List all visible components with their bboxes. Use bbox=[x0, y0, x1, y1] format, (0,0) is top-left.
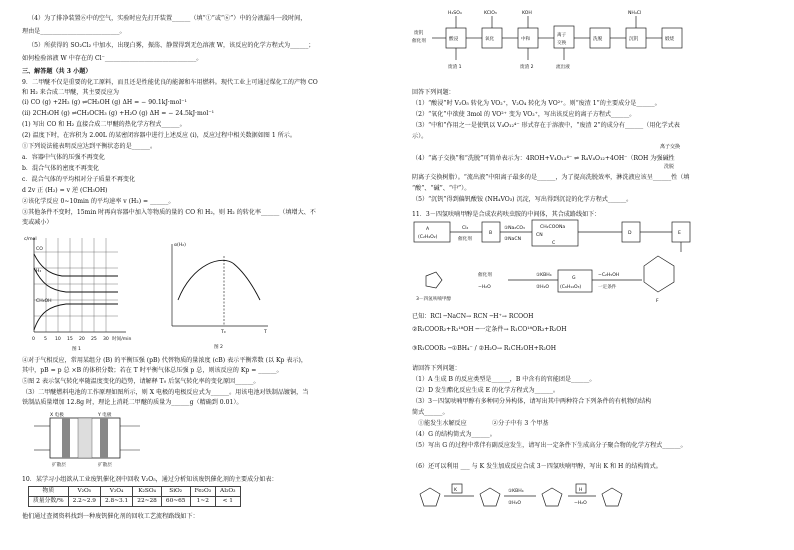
left-column bbox=[22, 0, 394, 550]
flow-reagent-kclo3: KClO₃ bbox=[484, 11, 497, 16]
table-header: Fe₂O₃ bbox=[190, 487, 216, 497]
sub-question-2c: ③其他条件不变时，15min 时再向容器中加入等物质的量的 CO 和 H₂，则 H₂ 的转化率______（填增大、不 bbox=[22, 209, 316, 216]
svg-text:15: 15 bbox=[67, 337, 73, 342]
q11-part-5: （5）写出 G 的过程中常伴有副反应发生，请写出一定条件下生成高分子聚合物的化学方程式______。 bbox=[412, 442, 687, 449]
flow-box-ion-exchange-1: 离子 bbox=[557, 33, 567, 38]
synth-C-line1: CH₂COONa bbox=[540, 225, 566, 230]
cell-label-diffusion-1: 扩散层 bbox=[52, 463, 66, 468]
q10-part-4: （4）“离子交换”和“洗脱”可简单表示为：4ROH+V₄O₁₂⁴⁻ ⇌ R₄V₄O₁₂+4OH⁻（ROH 为强碱性 bbox=[412, 155, 675, 162]
table-cell: 22~28 bbox=[133, 497, 162, 507]
flow-waste-2: 废渣 2 bbox=[520, 65, 534, 70]
section-heading: 三、解答题（共 3 小题） bbox=[22, 68, 92, 75]
sub-question-5: ⑤图 2 表示氢气转化率随温度变化的趋势，请解释 T₀ 后氢气转化率的变化原因______。 bbox=[22, 378, 260, 385]
svg-text:10: 10 bbox=[55, 337, 61, 342]
answer-prompt: 回答下列问题： bbox=[412, 89, 455, 96]
table-header: V₂O₅ bbox=[68, 487, 100, 497]
synth-F: F bbox=[656, 299, 659, 304]
synth-step1-bottom: 催化剂 bbox=[458, 237, 472, 242]
figure-2-caption: 图 2 bbox=[214, 345, 223, 350]
catalyst-composition-table bbox=[28, 486, 241, 507]
question-5-text: （5）所获得的 SO₂Cl₂ 中加水，出现白雾，振荡、静置得到无色溶液 W，该反应的化学方程式为______； bbox=[28, 42, 315, 49]
sub-question-2: (2) 温度下时，在容积为 2.00L 的某密闭容器中进行上述反应 (i)，反应过程中相关数据如图 1 所示。 bbox=[22, 132, 296, 139]
question-11-text: 11．3－四氢呋喃甲醇是合成农药呋虫胺的中间体，其合成路线如下： bbox=[412, 211, 601, 218]
flow-box-oxidize: 氧化 bbox=[485, 37, 495, 42]
part-6-H: H bbox=[579, 488, 583, 493]
table-cell: 2.2~2.9 bbox=[68, 497, 100, 507]
table-header: V₂O₄ bbox=[100, 487, 132, 497]
sub-question-1: (1) 写出 CO 和 H₂ 直接合成二甲醚的热化学方程式______。 bbox=[22, 121, 186, 128]
synth-C-line2: CN bbox=[536, 233, 543, 238]
table-header-row bbox=[29, 487, 241, 497]
flow-start-line2: 催化剂 bbox=[412, 39, 426, 44]
synth-E: E bbox=[678, 231, 681, 236]
option-c: c．混合气体的平均相对分子质量不再变化 bbox=[22, 176, 136, 183]
flow-box-ion-exchange-2: 交换 bbox=[557, 41, 567, 46]
synth-A-formula: (C₂H₄O₂) bbox=[418, 235, 438, 240]
reaction-2: (ii) 2CH₃OH (g) ⇌CH₃OCH₃ (g) +H₂O (g) ΔH = − 24.5kJ·mol⁻¹ bbox=[22, 110, 215, 117]
cell-label-diffusion-2: 扩散层 bbox=[98, 463, 112, 468]
synth-G-in-top: −C₂H₅OH bbox=[598, 273, 620, 278]
q10-part-4b: 阴离子交换树脂）。“流出液”中阳离子最多的是______，为了提高洗脱效率，淋洗液应该呈______性（填 bbox=[412, 174, 690, 181]
synth-C-label: C bbox=[552, 241, 556, 246]
synth-B: B bbox=[489, 231, 493, 236]
synth-P-bottom: −H₂O bbox=[478, 285, 491, 290]
sub-question-3b: 铁制品质量增加 12.8g 时，理论上消耗二甲醚的质量为______g（精确到 0.01）。 bbox=[22, 399, 243, 406]
synthesis-route-diagram bbox=[412, 220, 782, 310]
flow-start-line1: 废钒 bbox=[414, 31, 424, 36]
figure-2-y-label: α(H₂) bbox=[174, 243, 186, 248]
fuel-cell-diagram bbox=[30, 410, 150, 470]
sub-question-2b: ②该化学反应 0~10min 的平均速率 v (H₂) = ______。 bbox=[22, 198, 175, 205]
right-column bbox=[412, 0, 784, 550]
synth-G-label: G bbox=[572, 276, 576, 281]
ion-exchange-arrow-top: 离子交换 bbox=[660, 144, 681, 150]
sub-question-4: ④对于气相反应，常用某组分 (B) 的平衡压强 (pB) 代替物质的量浓度 (cB) 表示平衡常数 (以 Kp 表示)， bbox=[22, 357, 308, 364]
svg-text:CO: CO bbox=[36, 247, 43, 252]
svg-text:CH₃OH: CH₃OH bbox=[36, 299, 52, 304]
known-3: ③R₁COOR₂ ─①BH₄⁻ / ②H₂O→ R₁CH₂OH+R₂OH bbox=[412, 345, 557, 352]
condition-1: ①能发生水解反应 bbox=[418, 420, 467, 427]
ion-exchange-arrow-bottom: 洗脱 bbox=[664, 164, 675, 170]
q10-part-1: （1）“酸浸”时 V₂O₅ 转化为 VO₂⁺，V₂O₄ 转化为 VO²⁺。则“废渣 1”的主要成分是______。 bbox=[412, 100, 661, 107]
part-6-route-diagram bbox=[412, 478, 672, 518]
part-6-K: K bbox=[454, 488, 458, 493]
synth-G-formula: (C₆H₁₄O₃) bbox=[560, 285, 582, 290]
question-9-intro: 9．二甲醚不仅是重要的化工原料，而且还是性能优良的能源和车用燃料。现代工业上可通过煤化工的产物 CO bbox=[22, 79, 318, 86]
svg-text:H₂: H₂ bbox=[36, 269, 42, 274]
table-cell: 60~65 bbox=[161, 497, 190, 507]
synth-G-out-bottom: ②H₂O bbox=[536, 285, 550, 290]
figure-2-t0-label: T₀ bbox=[221, 330, 226, 335]
part-6-step1-top: ①KBH₄ bbox=[508, 489, 524, 494]
q11-part-3b: 简式______。 bbox=[412, 409, 449, 416]
question-4-text: （4）为了排净装置⑥中的空气，实验时应先打开装置______（填“①”或“⑥”）中的分液漏斗一段时间， bbox=[28, 15, 307, 22]
figure-1-y-label: c/mol bbox=[24, 237, 37, 242]
svg-text:5: 5 bbox=[44, 337, 47, 342]
reaction-1: (i) CO (g) +2H₂ (g) ⇌CH₃OH (g) ΔH = − 90.1kJ·mol⁻¹ bbox=[22, 99, 187, 106]
table-header: SiO₂ bbox=[161, 487, 190, 497]
table-header: K₂SO₄ bbox=[133, 487, 162, 497]
q11-part-6: （6）还可以利用 ___ 与 K 发生加成反应合成 3－四氢呋喃甲醇，写出 K 和 H 的结构简式。 bbox=[412, 463, 662, 470]
q11-part-3: （3）3－四氢呋喃甲醇有多种同分异构体，请写出其中两种符合下列条件的有机物的结构 bbox=[412, 398, 652, 405]
synth-G-in-bottom: 一定条件 bbox=[598, 285, 617, 290]
known-1: 已知：RCl ─NaCN→ RCN ─H⁺→ RCOOH bbox=[412, 313, 534, 320]
cell-label-y: Y 电极 bbox=[98, 413, 112, 418]
part-6-step1-bottom: ②H₂O bbox=[508, 501, 522, 506]
flow-reagent-h2so4: H₂SO₄ bbox=[448, 11, 462, 16]
table-cell: 质量分数/% bbox=[29, 497, 69, 507]
q11-part-2: （2）D 发生酯化反应生成 E 的化学方程式为______。 bbox=[412, 387, 559, 394]
flow-effluent: 流出液 bbox=[556, 65, 570, 70]
synth-D: D bbox=[628, 231, 632, 236]
question-9-intro-2: 和 H₂ 来合成二甲醚，其主要反应为 bbox=[22, 89, 119, 96]
table-cell: < 1 bbox=[216, 497, 240, 507]
flow-box-calcine: 煅烧 bbox=[665, 37, 675, 42]
q10-part-4c: “酸”、“碱”、“中”）。 bbox=[412, 185, 471, 192]
condition-2: ②分子中有 3 个甲基 bbox=[492, 420, 549, 427]
synth-product: 3－四氢呋喃甲醇 bbox=[416, 297, 452, 302]
synth-A-label: A bbox=[426, 227, 430, 232]
svg-text:20: 20 bbox=[79, 337, 85, 342]
question-4-reason: 理由是__________________________。 bbox=[22, 28, 126, 35]
known-2: ②R₁COOR₂+R₃¹⁸OH ─一定条件→ R₁CO¹⁸OR₃+R₂OH bbox=[412, 326, 567, 333]
cell-label-x: X 电极 bbox=[50, 413, 64, 418]
option-b: b．混合气体的密度不再变化 bbox=[22, 165, 100, 172]
flow-box-neutralize: 中和 bbox=[521, 37, 531, 42]
svg-text:0: 0 bbox=[32, 337, 35, 342]
part-6-step2: −H₂O bbox=[574, 501, 587, 506]
synth-P-top: 催化剂 bbox=[478, 273, 492, 278]
option-a: a．容器中气体的压强不再变化 bbox=[22, 154, 105, 161]
flow-box-acid-leach: 酸浸 bbox=[449, 37, 459, 42]
svg-text:25: 25 bbox=[91, 337, 97, 342]
q11-part-4: （4）G 的结构简式为______。 bbox=[412, 431, 496, 438]
figure-2-x-label: T bbox=[264, 330, 267, 335]
question-10-flow-intro: 他们通过查阅资料找到一种废钒催化剂的回收工艺流程路线如下： bbox=[22, 513, 199, 520]
sub-question-4b: 其中，pB = p 总 ×B 的体积分数；若在 T 时平衡气体总压强 p 总，则该反应的 Kp = ______。 bbox=[22, 367, 283, 374]
vanadium-recovery-flowchart bbox=[412, 6, 782, 76]
question-10-text: 10．某学习小组欲从工业废钒催化剂中回收 V₂O₅，通过分析知该废钒催化剂的主要成分如表： bbox=[22, 476, 278, 483]
question-5-check: 如何检验溶液 W 中存在的 Cl⁻______________________________。 bbox=[22, 55, 203, 62]
svg-text:30: 30 bbox=[103, 337, 109, 342]
flow-box-precipitate: 沉钒 bbox=[629, 37, 639, 42]
sub-question-2a: ①下列说法能表明反应达到平衡状态的是______。 bbox=[22, 143, 157, 150]
sub-question-2c-cont: 变或减小） bbox=[22, 219, 53, 226]
flow-reagent-nh4cl: NH₄Cl bbox=[628, 11, 642, 16]
table-header: Al₂O₃ bbox=[216, 487, 240, 497]
flow-reagent-koh: KOH bbox=[522, 11, 532, 16]
q10-part-2: （2）“氧化”中欲使 3mol 的 VO²⁺ 变为 VO₂⁺，写出该反应的离子方程式______。 bbox=[412, 111, 636, 118]
figure-2-conversion-temperature-plot bbox=[162, 240, 272, 350]
q10-part-3: （3）“中和”作用之一是使钒以 V₄O₁₂⁴⁻ 形式存在于溶液中，“废渣 2”的成分有______（用化学式表 bbox=[412, 122, 680, 129]
table-header: 物质 bbox=[29, 487, 69, 497]
figure-1-caption: 图 1 bbox=[72, 347, 81, 352]
synth-G-out-top: ①KBH₄ bbox=[536, 273, 552, 278]
option-d: d 2v 正 (H₂) = v 逆 (CH₃OH) bbox=[22, 187, 108, 194]
figure-1-concentration-time-plot bbox=[22, 232, 132, 352]
q10-part-3b: 示）。 bbox=[412, 133, 428, 140]
synth-step2-top: ①Na₂CO₃ bbox=[504, 226, 525, 231]
synth-step2-bottom: ②NaCN bbox=[504, 237, 522, 242]
flow-box-elution: 洗脱 bbox=[593, 37, 603, 42]
table-cell: 1~2 bbox=[190, 497, 216, 507]
sub-question-3: （3）二甲醚燃料电池的工作原理如图所示，则 X 电极的电极反应式为______。用该电池对铁制品镀铜，当 bbox=[22, 389, 309, 396]
figure-1-x-label: 时间/min bbox=[112, 337, 132, 342]
q10-part-5: （5）“沉钒”得到偏钒酸铵 (NH₄VO₃) 沉淀，写出得到沉淀的化学方程式______。 bbox=[412, 196, 633, 203]
ask-prompt: 请回答下列问题： bbox=[412, 365, 461, 372]
flow-waste-1: 废渣 1 bbox=[448, 65, 462, 70]
table-row bbox=[29, 497, 241, 507]
synth-step1-top: Cl₂ bbox=[462, 226, 469, 231]
table-cell: 2.8~3.1 bbox=[100, 497, 132, 507]
q11-part-1: （1）A 生成 B 的反应类型是______，B 中含有的官能团是______。 bbox=[412, 376, 596, 383]
